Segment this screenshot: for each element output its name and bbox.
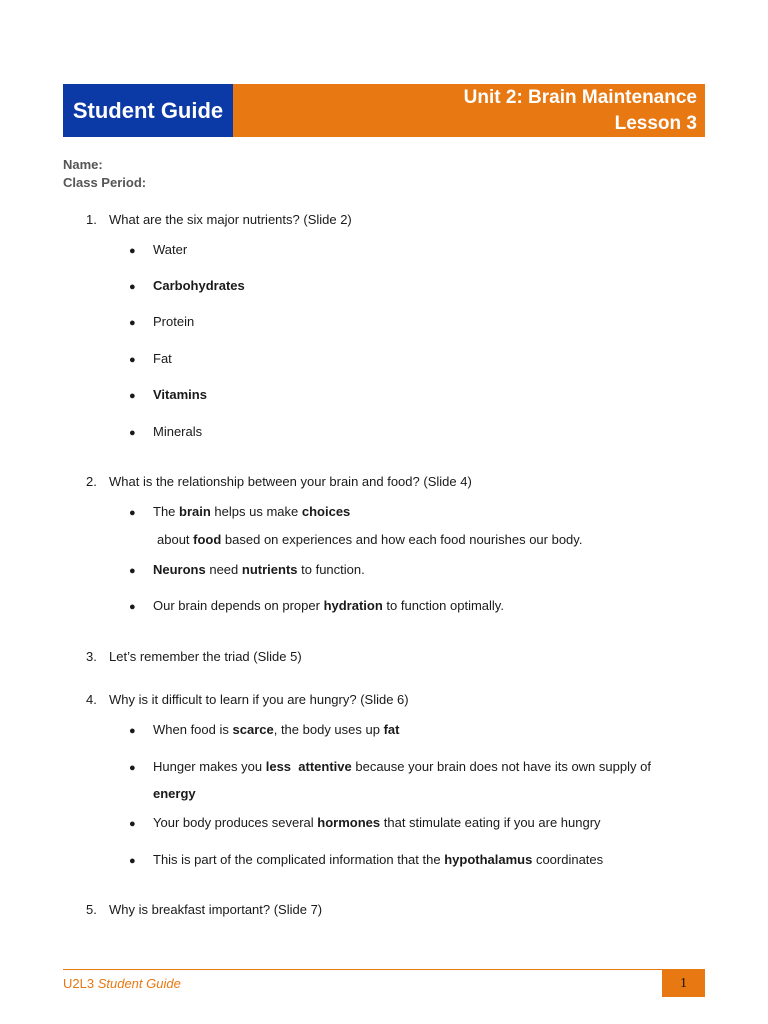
list-item: ● Fat bbox=[129, 351, 172, 366]
question-number: 2. bbox=[86, 474, 97, 489]
bullet-icon: ● bbox=[129, 427, 136, 439]
footer-code: U2L3 bbox=[63, 976, 95, 991]
bullet-icon: ● bbox=[129, 565, 136, 577]
class-period-label: Class Period: bbox=[63, 175, 147, 190]
list-item: ● Minerals bbox=[129, 424, 203, 439]
question-text: What is the relationship between your brain and food? (Slide 4) bbox=[109, 474, 472, 489]
bullet-icon: ● bbox=[129, 245, 136, 257]
bullet-icon: ● bbox=[129, 281, 136, 293]
question-4 bbox=[86, 692, 409, 707]
list-item-continuation: energy bbox=[153, 786, 196, 801]
question-text: Why is breakfast important? (Slide 7) bbox=[109, 902, 323, 917]
question-number: 5. bbox=[86, 902, 97, 917]
page-number: 1 bbox=[662, 970, 705, 997]
question-number: 4. bbox=[86, 692, 97, 707]
question-text: Why is it difficult to learn if you are hungry? (Slide 6) bbox=[109, 692, 409, 707]
bullet-icon: ● bbox=[129, 390, 136, 402]
question-number: 1. bbox=[86, 212, 97, 227]
list-item: ● Vitamins bbox=[129, 387, 207, 402]
list-item: ● When food is scarce, the body uses up fat bbox=[129, 722, 400, 737]
list-item: ● Protein bbox=[129, 314, 195, 329]
question-2 bbox=[86, 474, 472, 489]
list-item: ● Hunger makes you less attentive because your brain does not have its own supply of bbox=[129, 759, 651, 774]
footer-divider bbox=[63, 969, 705, 970]
name-label: Name: bbox=[63, 157, 103, 172]
list-item: ● Your body produces several hormones that stimulate eating if you are hungry bbox=[129, 815, 601, 830]
bullet-icon: ● bbox=[129, 855, 136, 867]
question-text: What are the six major nutrients? (Slide 2) bbox=[109, 212, 352, 227]
question-5 bbox=[86, 902, 322, 917]
list-item: ● Water bbox=[129, 242, 188, 257]
footer-guide-label: Student Guide bbox=[97, 976, 181, 991]
bullet-icon: ● bbox=[129, 507, 136, 519]
bullet-icon: ● bbox=[129, 601, 136, 613]
bullet-icon: ● bbox=[129, 354, 136, 366]
list-item: ● The brain helps us make choices bbox=[129, 504, 351, 519]
banner-title: Student Guide bbox=[72, 97, 224, 123]
bullet-icon: ● bbox=[129, 762, 136, 774]
unit-banner bbox=[233, 84, 705, 137]
question-number: 3. bbox=[86, 649, 97, 664]
student-guide-banner bbox=[63, 84, 233, 137]
list-item: ● Our brain depends on proper hydration to function optimally. bbox=[129, 598, 504, 613]
question-3 bbox=[86, 649, 302, 664]
question-1 bbox=[86, 212, 352, 227]
bullet-icon: ● bbox=[129, 725, 136, 737]
list-item: ● Carbohydrates bbox=[129, 278, 245, 293]
list-item-continuation: about food based on experiences and how each food nourishes our body. bbox=[157, 532, 583, 547]
unit-title: Unit 2: Brain Maintenance bbox=[463, 87, 697, 108]
list-item: ● This is part of the complicated information that the hypothalamus coordinates bbox=[129, 852, 604, 867]
list-item: ● Neurons need nutrients to function. bbox=[129, 562, 365, 577]
question-text: Let’s remember the triad (Slide 5) bbox=[109, 649, 302, 664]
lesson-title: Lesson 3 bbox=[614, 113, 697, 134]
student-info bbox=[63, 156, 146, 192]
bullet-icon: ● bbox=[129, 818, 136, 830]
bullet-icon: ● bbox=[129, 317, 136, 329]
footer-label bbox=[63, 976, 181, 991]
